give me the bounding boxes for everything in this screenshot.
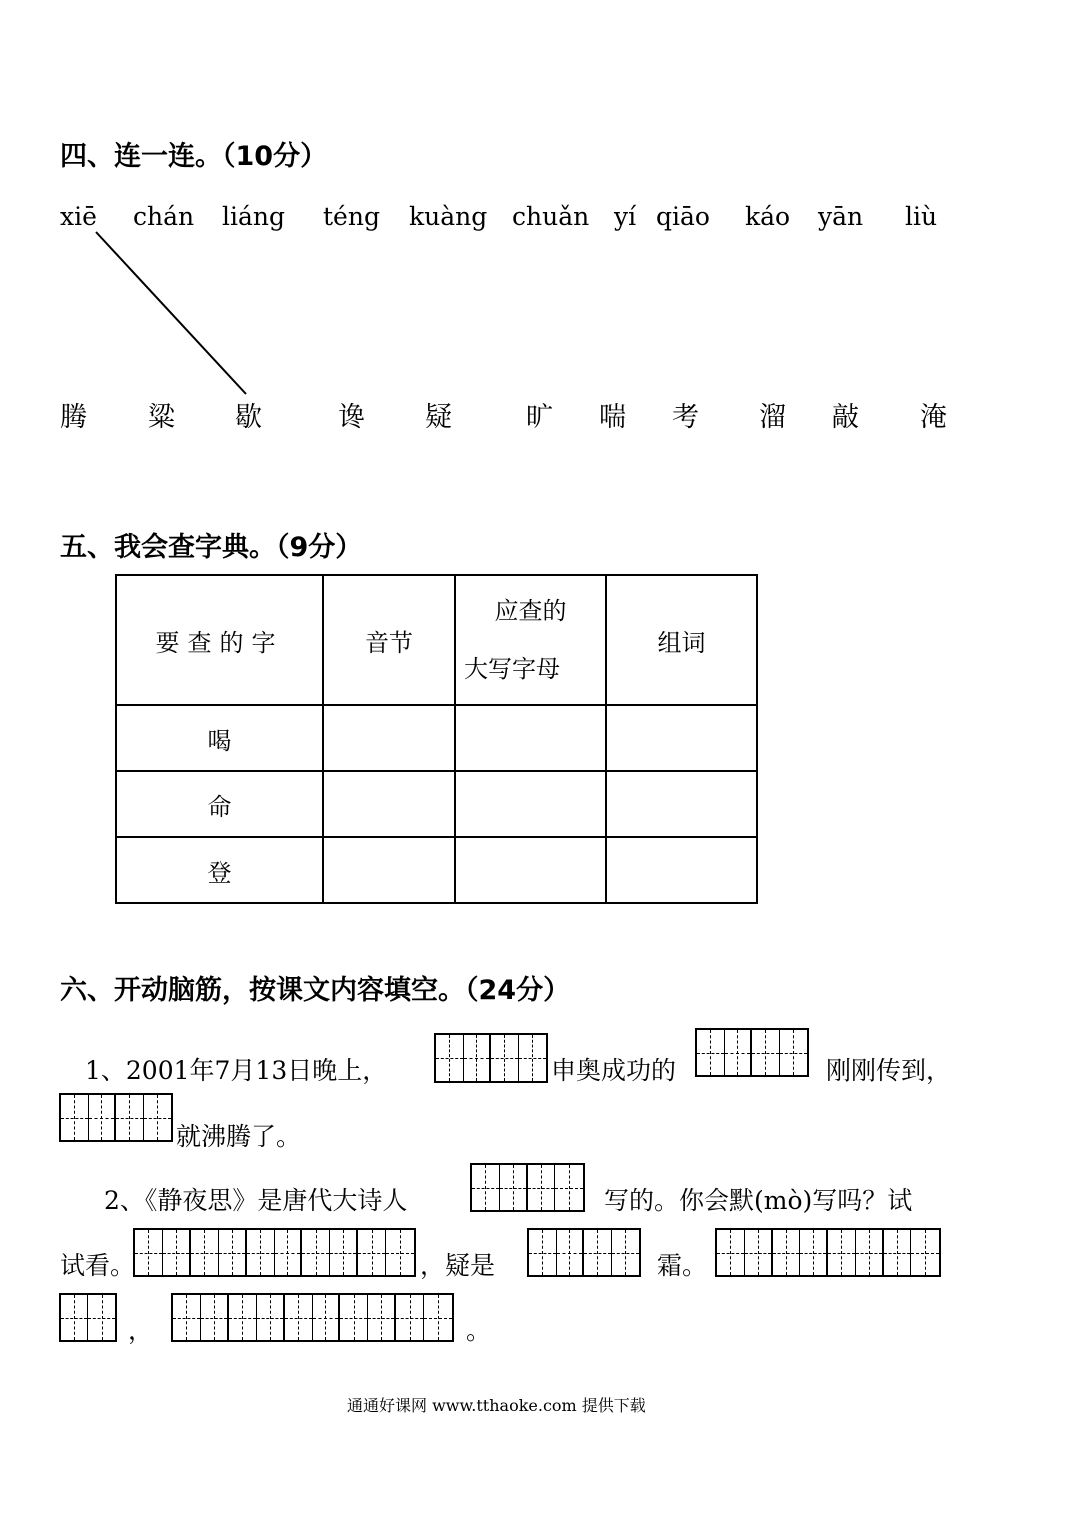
pinyin-10: yān <box>818 202 864 231</box>
pinyin-4: téng <box>323 202 380 231</box>
footer-source: 通通好课网 www.tthaoke.com 提供下载 <box>347 1396 646 1415</box>
header-word: 组词 <box>606 575 757 705</box>
hanzi-3: 歇 <box>235 402 262 433</box>
answer-cell[interactable] <box>323 771 455 837</box>
hanzi-11: 淹 <box>920 402 947 433</box>
pinyin-9: káo <box>745 202 791 231</box>
answer-box-q2-line5[interactable] <box>171 1293 454 1342</box>
section5-title: 五、我会查字典。（9分） <box>60 532 363 563</box>
answer-box-q2-line2[interactable] <box>527 1228 641 1277</box>
section4-title: 四、连一连。（10分） <box>60 141 328 172</box>
q1-text-4: 就沸腾了。 <box>176 1122 302 1151</box>
q1-text-3: 刚刚传到， <box>826 1056 952 1085</box>
table-row <box>116 837 757 903</box>
answer-box-q2-line4[interactable] <box>59 1293 117 1342</box>
q2-text-6: ， <box>128 1316 154 1345</box>
hanzi-2: 粱 <box>148 402 175 433</box>
row-char: 喝 <box>116 705 323 771</box>
q1-text-1: 1、2001年7月13日晚上， <box>85 1056 388 1085</box>
pinyin-8: qiāo <box>656 202 710 231</box>
hanzi-9: 溜 <box>759 402 786 433</box>
hanzi-7: 喘 <box>599 402 626 433</box>
answer-cell[interactable] <box>606 771 757 837</box>
pinyin-1: xiē <box>60 202 97 231</box>
pinyin-2: chán <box>133 202 195 231</box>
dictionary-table <box>115 574 758 904</box>
q2-text-2: 写的。你会默(mò)写吗？试 <box>604 1186 913 1215</box>
answer-cell[interactable] <box>606 705 757 771</box>
answer-box-q2-line3[interactable] <box>715 1228 941 1277</box>
q2-text-1: 2、《静夜思》是唐代大诗人 <box>104 1186 408 1215</box>
answer-cell[interactable] <box>323 837 455 903</box>
hanzi-4: 谗 <box>338 402 365 433</box>
answer-cell[interactable] <box>323 705 455 771</box>
answer-box-q2-poet[interactable] <box>470 1163 585 1212</box>
row-char: 命 <box>116 771 323 837</box>
connecting-line <box>0 0 1075 420</box>
pinyin-5: kuàng <box>409 202 488 231</box>
pinyin-11: liù <box>905 202 938 231</box>
header-capital-letter: 应查的 大写字母 <box>455 575 606 705</box>
hanzi-6: 旷 <box>526 402 553 433</box>
header-syllable: 音节 <box>323 575 455 705</box>
pinyin-3: liáng <box>222 202 286 231</box>
hanzi-10: 敲 <box>832 402 859 433</box>
header-char: 要查的字 <box>116 575 323 705</box>
q2-text-5: 霜。 <box>657 1251 708 1280</box>
answer-cell[interactable] <box>455 771 606 837</box>
row-char: 登 <box>116 837 323 903</box>
q2-text-3: 试看。 <box>60 1251 136 1280</box>
hanzi-1: 腾 <box>60 402 87 433</box>
section6-title: 六、开动脑筋，按课文内容填空。（24分） <box>60 975 571 1006</box>
pinyin-7: yí <box>614 202 637 231</box>
table-row <box>116 705 757 771</box>
answer-cell[interactable] <box>455 705 606 771</box>
table-row <box>116 771 757 837</box>
q2-text-7: 。 <box>466 1316 492 1345</box>
pinyin-6: chuǎn <box>512 202 590 231</box>
q1-text-2: 申奥成功的 <box>551 1056 677 1085</box>
q2-text-4: ，疑是 <box>420 1251 496 1280</box>
hanzi-8: 考 <box>672 402 699 433</box>
answer-box-q2-line1[interactable] <box>133 1228 416 1277</box>
answer-cell[interactable] <box>606 837 757 903</box>
answer-cell[interactable] <box>455 837 606 903</box>
answer-box-q1-a[interactable] <box>434 1033 548 1083</box>
hanzi-5: 疑 <box>425 402 452 433</box>
answer-box-q1-b[interactable] <box>695 1028 809 1077</box>
answer-box-q1-c[interactable] <box>59 1093 173 1142</box>
